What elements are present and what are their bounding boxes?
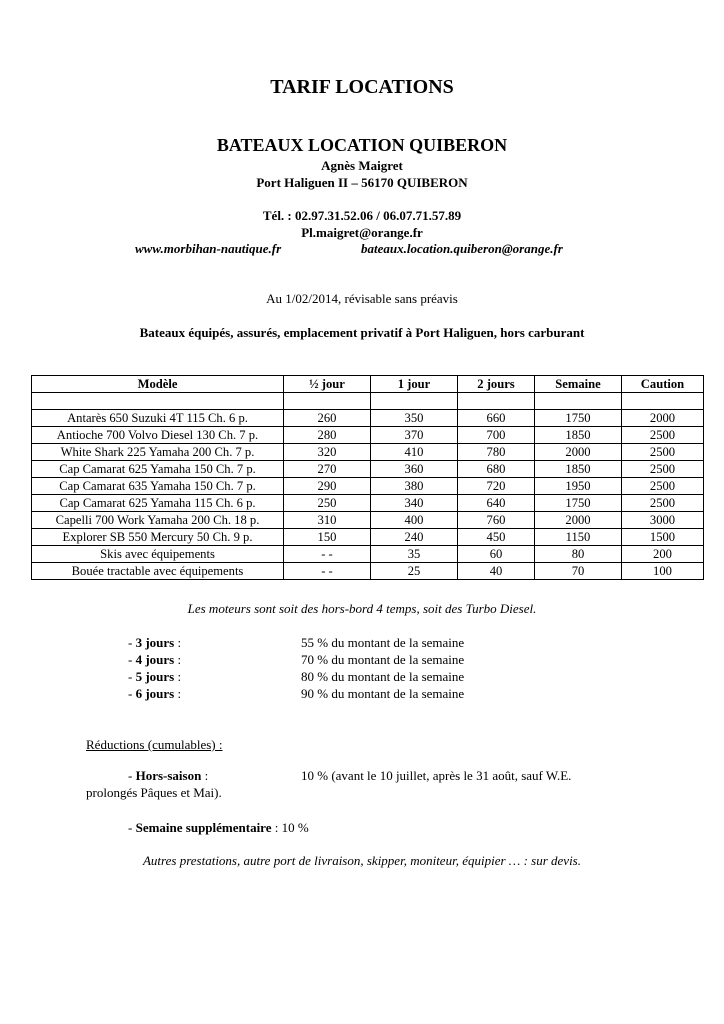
page-title: TARIF LOCATIONS: [270, 76, 454, 98]
table-cell-price: 35: [371, 546, 458, 563]
company-name: BATEAUX LOCATION QUIBERON: [216, 135, 508, 155]
table-cell-price: - -: [284, 563, 371, 580]
duration-5-value: 80 % du montant de la semaine: [301, 669, 465, 684]
table-cell-price: 1150: [535, 529, 622, 546]
table-cell-price: 2500: [622, 461, 704, 478]
table-cell-model: Bouée tractable avec équipements: [32, 563, 284, 580]
table-row: [32, 478, 704, 495]
header-half-day: ½ jour: [284, 376, 371, 393]
table-cell-price: [622, 393, 704, 410]
table-cell-price: 250: [284, 495, 371, 512]
table-cell-price: 240: [371, 529, 458, 546]
table-cell-price: 1950: [535, 478, 622, 495]
table-cell-model: Capelli 700 Work Yamaha 200 Ch. 18 p.: [32, 512, 284, 529]
owner-name: Agnès Maigret: [321, 158, 403, 173]
email: Pl.maigret@orange.fr: [301, 225, 423, 240]
table-cell-price: 60: [458, 546, 535, 563]
table-row: [32, 427, 704, 444]
table-row: [32, 529, 704, 546]
table-row: [32, 563, 704, 580]
table-cell-price: 2500: [622, 478, 704, 495]
table-cell-price: 1750: [535, 410, 622, 427]
table-cell-price: 380: [371, 478, 458, 495]
table-cell-price: 2500: [622, 495, 704, 512]
reductions-title: Réductions (cumulables) :: [86, 737, 223, 752]
off-season-continued: prolongés Pâques et Mai).: [86, 785, 222, 800]
table-cell-price: 310: [284, 512, 371, 529]
table-cell-model: White Shark 225 Yamaha 200 Ch. 7 p.: [32, 444, 284, 461]
table-cell-price: [535, 393, 622, 410]
equipment-line: Bateaux équipés, assurés, emplacement privatif à Port Haliguen, hors carburant: [139, 325, 585, 340]
extra-week: - Semaine supplémentaire : 10 %: [128, 820, 309, 835]
table-cell-price: 340: [371, 495, 458, 512]
table-cell-price: 2500: [622, 427, 704, 444]
table-cell-model: Skis avec équipements: [32, 546, 284, 563]
table-cell-model: Explorer SB 550 Mercury 50 Ch. 9 p.: [32, 529, 284, 546]
header-two-days: 2 jours: [458, 376, 535, 393]
table-cell-price: 720: [458, 478, 535, 495]
header-one-day: 1 jour: [371, 376, 458, 393]
table-row: [32, 461, 704, 478]
table-cell-price: 1500: [622, 529, 704, 546]
table-cell-model: Antarès 650 Suzuki 4T 115 Ch. 6 p.: [32, 410, 284, 427]
table-cell-price: [371, 393, 458, 410]
table-row: [32, 546, 704, 563]
duration-3-value: 55 % du montant de la semaine: [301, 635, 465, 650]
table-cell-price: 1850: [535, 427, 622, 444]
table-cell-price: 70: [535, 563, 622, 580]
duration-4-value: 70 % du montant de la semaine: [301, 652, 465, 667]
table-cell-price: 450: [458, 529, 535, 546]
duration-6-label: - 6 jours :: [128, 686, 182, 701]
email2-link[interactable]: bateaux.location.quiberon@orange.fr: [361, 241, 563, 256]
table-cell-price: 360: [371, 461, 458, 478]
duration-5-label: - 5 jours :: [128, 669, 182, 684]
table-cell-price: 100: [622, 563, 704, 580]
table-cell-model: Cap Camarat 625 Yamaha 115 Ch. 6 p.: [32, 495, 284, 512]
phone: Tél. : 02.97.31.52.06 / 06.07.71.57.89: [262, 208, 462, 223]
date-line: Au 1/02/2014, révisable sans préavis: [266, 291, 458, 306]
table-cell-price: 2000: [622, 410, 704, 427]
table-row: [32, 393, 704, 410]
price-table: [31, 375, 704, 580]
table-row: [32, 444, 704, 461]
table-cell-price: 760: [458, 512, 535, 529]
off-season-value: 10 % (avant le 10 juillet, après le 31 août, sauf W.E.: [301, 768, 572, 783]
table-cell-model: Antioche 700 Volvo Diesel 130 Ch. 7 p.: [32, 427, 284, 444]
header-week: Semaine: [535, 376, 622, 393]
table-row: [32, 512, 704, 529]
duration-6-value: 90 % du montant de la semaine: [301, 686, 465, 701]
table-cell-price: 320: [284, 444, 371, 461]
other-services-note: Autres prestations, autre port de livraison, skipper, moniteur, équipier … : sur devis.: [142, 853, 581, 868]
table-cell-price: 400: [371, 512, 458, 529]
table-row: [32, 495, 704, 512]
table-cell-price: [284, 393, 371, 410]
table-cell-price: [458, 393, 535, 410]
table-cell-price: 280: [284, 427, 371, 444]
website-link[interactable]: www.morbihan-nautique.fr: [135, 241, 282, 256]
table-cell-price: 150: [284, 529, 371, 546]
table-cell-price: 1750: [535, 495, 622, 512]
engines-note: Les moteurs sont soit des hors-bord 4 temps, soit des Turbo Diesel.: [187, 601, 537, 616]
table-cell-model: Cap Camarat 635 Yamaha 150 Ch. 7 p.: [32, 478, 284, 495]
table-cell-model: Cap Camarat 625 Yamaha 150 Ch. 7 p.: [32, 461, 284, 478]
table-cell-price: 200: [622, 546, 704, 563]
table-cell-price: 2500: [622, 444, 704, 461]
table-cell-price: 2000: [535, 444, 622, 461]
table-cell-price: 680: [458, 461, 535, 478]
table-cell-price: 1850: [535, 461, 622, 478]
table-cell-price: 2000: [535, 512, 622, 529]
table-cell-price: 3000: [622, 512, 704, 529]
table-cell-price: 80: [535, 546, 622, 563]
table-cell-price: 700: [458, 427, 535, 444]
duration-3-label: - 3 jours :: [128, 635, 182, 650]
table-cell-price: 640: [458, 495, 535, 512]
duration-4-label: - 4 jours :: [128, 652, 182, 667]
table-cell-price: 40: [458, 563, 535, 580]
off-season-label: - Hors-saison :: [128, 768, 209, 783]
table-row: [32, 410, 704, 427]
table-cell-price: - -: [284, 546, 371, 563]
table-cell-price: 25: [371, 563, 458, 580]
header-model: Modèle: [32, 376, 284, 393]
table-cell-model: [32, 393, 284, 410]
table-cell-price: 660: [458, 410, 535, 427]
table-cell-price: 260: [284, 410, 371, 427]
table-cell-price: 410: [371, 444, 458, 461]
table-header-row: [32, 376, 704, 393]
table-cell-price: 290: [284, 478, 371, 495]
table-cell-price: 270: [284, 461, 371, 478]
table-cell-price: 350: [371, 410, 458, 427]
header-deposit: Caution: [622, 376, 704, 393]
table-cell-price: 780: [458, 444, 535, 461]
address: Port Haliguen II – 56170 QUIBERON: [256, 175, 468, 190]
table-cell-price: 370: [371, 427, 458, 444]
